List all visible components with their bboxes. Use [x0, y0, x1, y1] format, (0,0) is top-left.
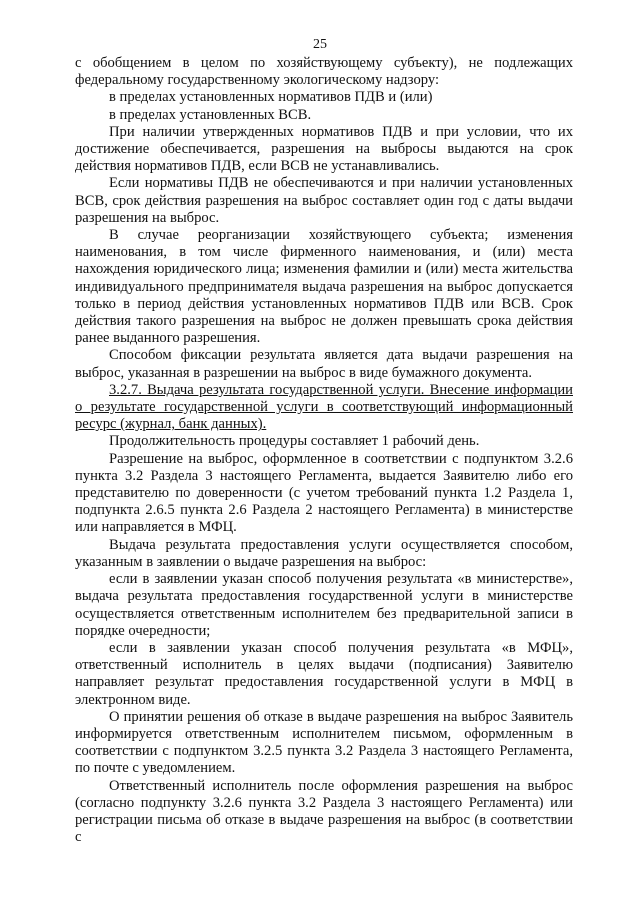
paragraph: Выдача результата предоставления услуги осуществляется способом, указанным в заявлении о выдаче разрешения на выброс:: [75, 536, 573, 570]
paragraph: При наличии утвержденных нормативов ПДВ и при условии, что их достижение обеспечивается, разрешения на выбросы выдаются на срок действия нормативов ПДВ, если ВСВ не устанавливались.: [75, 123, 573, 175]
paragraph: если в заявлении указан способ получения результата «в МФЦ», ответственный исполнитель в целях выдачи (подписания) Заявителю направляет результат предоставления государственной услуги в МФЦ в электронном виде.: [75, 639, 573, 708]
paragraph: в пределах установленных нормативов ПДВ и (или): [109, 89, 433, 106]
document-body: [75, 55, 573, 846]
paragraph: если в заявлении указан способ получения результата «в министерстве», выдача результата предоставления государственной услуги в министерстве осуществляется ответственным исполнителем без предварительной записи в порядке очередности;: [75, 571, 573, 639]
paragraph: в пределах установленных ВСВ.: [109, 106, 312, 123]
paragraph: Способом фиксации результата является дата выдачи разрешения на выброс, указанная в разрешении на выброс в виде бумажного документа.: [75, 347, 573, 381]
page-number: 25: [313, 37, 327, 52]
paragraph: Продолжительность процедуры составляет 1 рабочий день.: [109, 433, 480, 450]
paragraph: Разрешение на выброс, оформленное в соответствии с подпунктом 3.2.6 пункта 3.2 Раздела 3 настоящего Регламента, выдается Заявителю либо его представителю по доверенности (с учетом требований пункта 1.2 Раздела 1, подпункта 2.6.5 пункта 2.6 Раздела 2 настоящего Регламента) в министерстве или направляется в МФЦ.: [75, 450, 573, 536]
paragraph: В случае реорганизации хозяйствующего субъекта; изменения наименования, в том числе фирменного наименования, и (или) места нахождения юридического лица; изменения фамилии и (или) места жительства индивидуального предпринимателя выдача разрешения на выброс допускается только в период действия установленных нормативов ПДВ или ВСВ. Срок действия такого разрешения на выброс не должен превышать срока действия ранее выданного разрешения.: [75, 227, 573, 347]
section-heading-3-2-7: 3.2.7. Выдача результата государственной услуги. Внесение информации о результате государственной услуги в соответствующий информационный ресурс (журнал, банк данных).: [75, 381, 573, 433]
paragraph: с обобщением в целом по хозяйствующему субъекту), не подлежащих федеральному государственному экологическому надзору:: [75, 55, 573, 89]
paragraph: О принятии решения об отказе в выдаче разрешения на выброс Заявитель информируется ответственным исполнителем письмом, оформленным в соответствии с подпунктом 3.2.5 пункта 3.2 Раздела 3 настоящего Регламента, по почте с уведомлением.: [75, 708, 573, 777]
paragraph: Ответственный исполнитель после оформления разрешения на выброс (согласно подпункту 3.2.6 пункта 3.2 Раздела 3 настоящего Регламента) или регистрации письма об отказе в выдаче разрешения на выброс (в соответствии с: [75, 777, 573, 846]
paragraph: Если нормативы ПДВ не обеспечиваются и при наличии установленных ВСВ, срок действия разрешения на выброс составляет один год с даты выдачи разрешения на выброс.: [75, 175, 573, 226]
